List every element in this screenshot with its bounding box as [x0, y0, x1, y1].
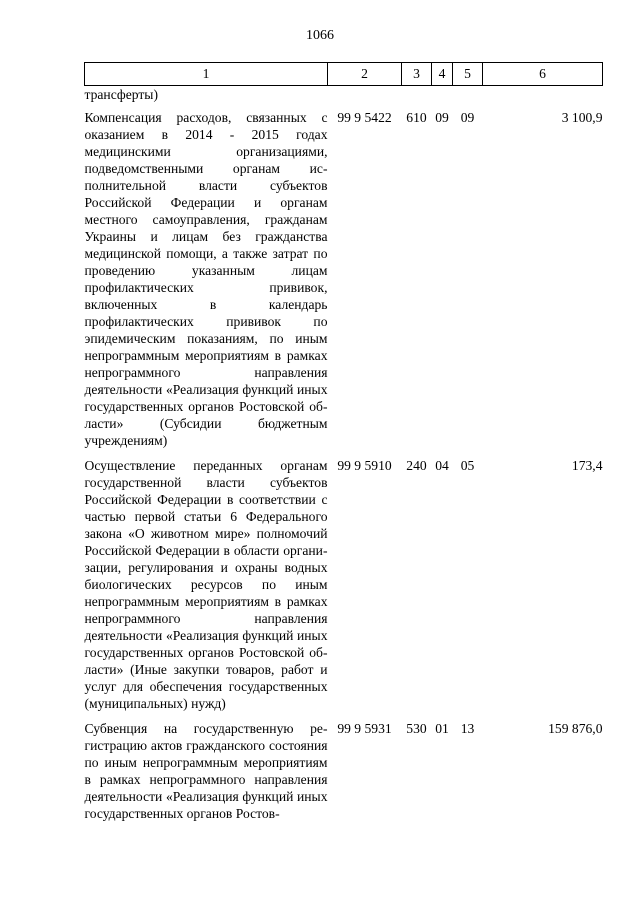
continuation-text: трансферты) [84, 87, 158, 102]
row-sum: 173,4 [571, 458, 603, 473]
table-row [85, 457, 603, 720]
column-header-code: 2 [328, 63, 402, 86]
row-rz: 01 [435, 721, 449, 736]
table-row-continuation [85, 86, 603, 110]
table-row [85, 720, 603, 830]
row-vr: 530 [406, 721, 427, 736]
row-code: 99 9 5422 [337, 110, 392, 125]
row-sum: 159 876,0 [548, 721, 603, 736]
row-rz: 09 [435, 110, 449, 125]
row-vr: 240 [406, 458, 427, 473]
row-rz: 04 [435, 458, 449, 473]
row-pr: 05 [460, 458, 475, 473]
row-vr: 610 [406, 110, 427, 125]
column-header-pr: 5 [453, 63, 483, 86]
column-header-vr: 3 [402, 63, 432, 86]
column-header-rz: 4 [432, 63, 453, 86]
table-row [85, 109, 603, 457]
table-header [85, 63, 603, 86]
column-header-sum: 6 [483, 63, 603, 86]
row-pr: 13 [460, 721, 475, 736]
row-pr: 09 [460, 110, 475, 125]
row-code: 99 9 5910 [337, 458, 392, 473]
column-header-name: 1 [85, 63, 328, 86]
row-name: Компенсация расходов, связанных с оказанием в 2014 - 2015 годах медицинскими организациями, подведомственными органам исполнительной власти субъектов Российской Федерации и органам местного самоуправления, гражданам Украины и лицам без гражданства медицинской помощи, а также затрат по проведению указанным лицам профилактических прививок, включенных в календарь профилактических прививок по эпидемическим показаниям, по иным непрограммным мероприятиям в рамках непрограммного направления деятельности «Реализация функций иных государственных органов Ростовской области» (Субсидии бюджетным учреждениям) [84, 110, 328, 448]
row-sum: 3 100,9 [561, 110, 603, 125]
row-name: Осуществление переданных органам государственной власти субъектов Российской Федерации в соответствии с частью первой статьи 6 Федерального закона «О животном мире» полномочий Российской Федерации в области организации, регулирования и охраны водных биологических ресурсов по иным непрограммным мероприятиям в рамках непрограммного направления деятельности «Реализация функций иных государственных органов Ростовской области» (Иные закупки товаров, работ и услуг для обеспечения государственных (муниципальных) нужд) [84, 458, 328, 711]
row-code: 99 9 5931 [337, 721, 392, 736]
budget-table [84, 62, 603, 830]
row-name: Субвенция на государственную регистрацию актов гражданского состояния по иным непрограммным мероприятиям в рамках непрограммного направления деятельности «Реализация функций иных государственных органов Ростов- [84, 721, 328, 821]
page-number: 1066 [306, 28, 334, 43]
